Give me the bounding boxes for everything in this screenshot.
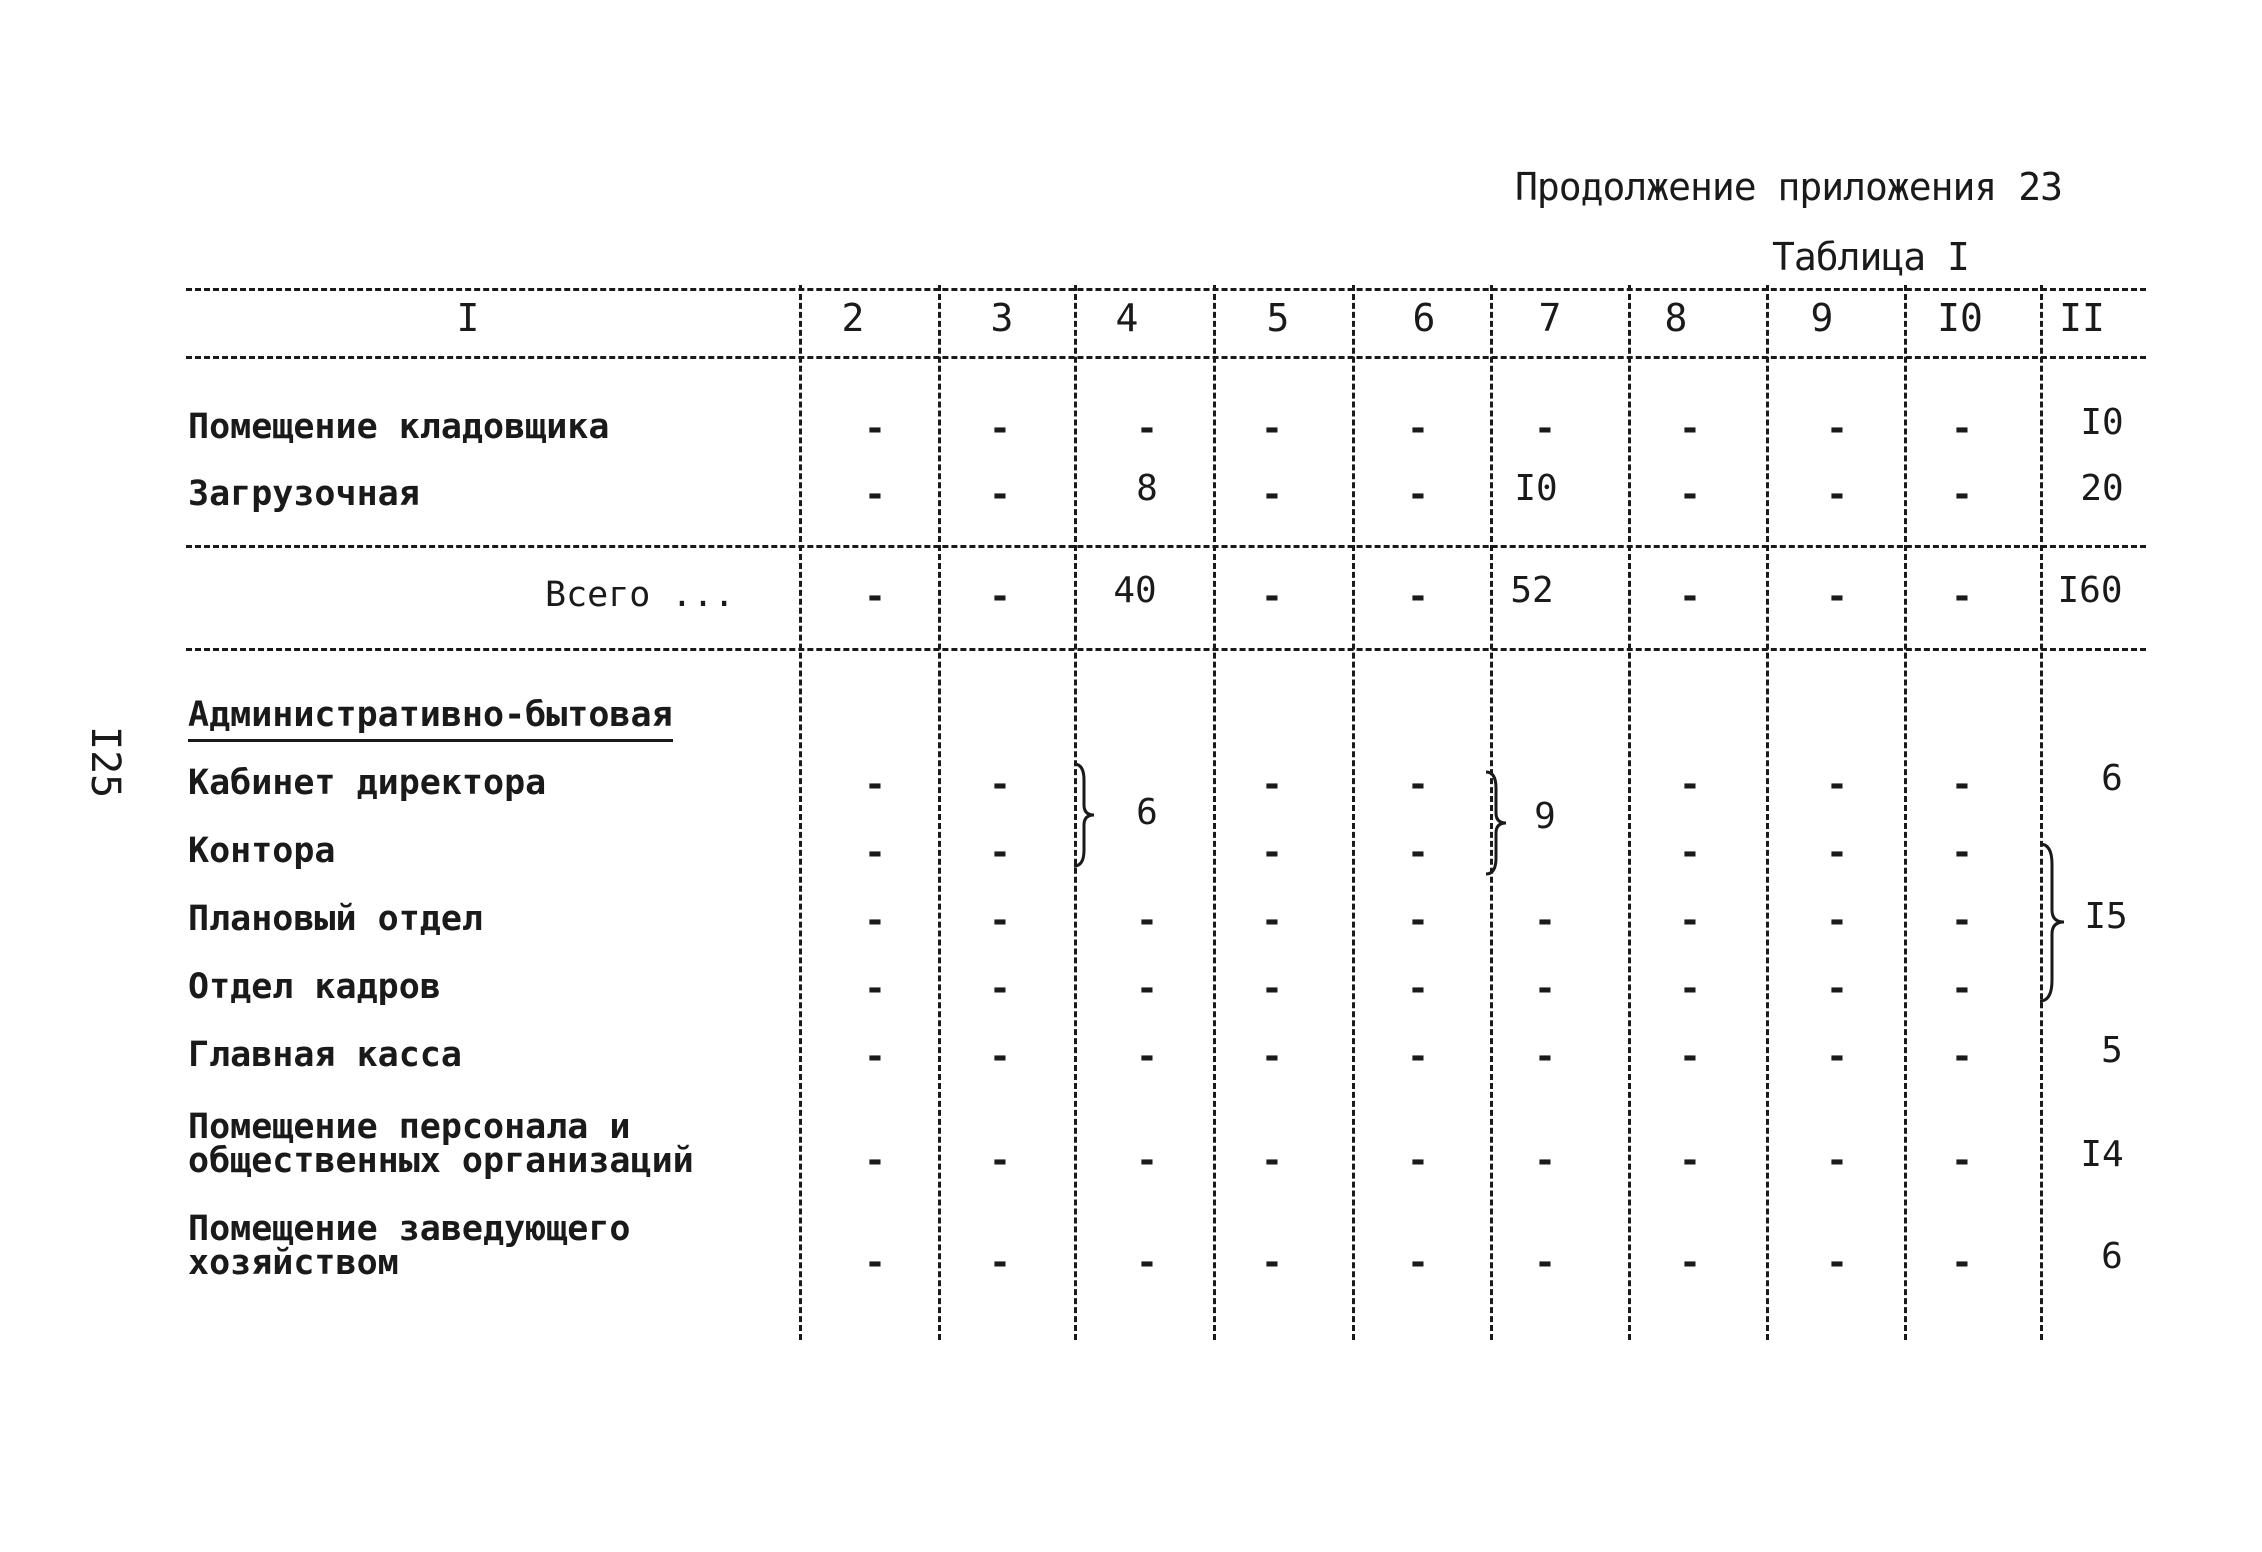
table-cell: - — [1136, 1140, 1158, 1181]
section-heading: Административно-бытовая — [188, 698, 673, 732]
table-cell: - — [1534, 408, 1556, 449]
table-cell: - — [1261, 1036, 1283, 1077]
table-cell: - — [1407, 474, 1429, 515]
table-cell: - — [1951, 764, 1973, 805]
right-brace-icon — [1070, 760, 1100, 870]
column-header: 5 — [1266, 296, 1290, 340]
total-label: Всего ... — [545, 575, 735, 615]
table-cell: - — [864, 832, 886, 873]
total-cell: - — [1951, 576, 1973, 617]
table-cell: - — [1261, 900, 1283, 941]
table-cell: - — [1407, 968, 1429, 1009]
table-cell: - — [1534, 1140, 1556, 1181]
table-cell: - — [1826, 1140, 1848, 1181]
merged-cell-col4: 6 — [1136, 792, 1158, 833]
table-cell: - — [1679, 1140, 1701, 1181]
table-cell: - — [1679, 764, 1701, 805]
table-cell: - — [1826, 900, 1848, 941]
total-cell: I60 — [2057, 570, 2123, 611]
table-cell: - — [1679, 408, 1701, 449]
col-separator — [799, 285, 802, 1340]
table-cell: - — [1261, 1242, 1283, 1283]
row-label: Кабинет директора — [188, 763, 547, 803]
table-label: Таблица I — [1772, 235, 1969, 279]
col-separator — [1904, 285, 1907, 1340]
column-header: II — [2059, 296, 2105, 340]
total-cell: 40 — [1113, 570, 1157, 611]
table-cell: - — [989, 1242, 1011, 1283]
table-cell: - — [1534, 900, 1556, 941]
table-cell: - — [1951, 474, 1973, 515]
total-cell: - — [989, 576, 1011, 617]
table-cell: - — [989, 968, 1011, 1009]
row-label: Плановый отдел — [188, 899, 484, 939]
table-cell: - — [1407, 1140, 1429, 1181]
table-cell: - — [864, 408, 886, 449]
table-cell: - — [1534, 968, 1556, 1009]
total-cell: - — [1261, 576, 1283, 617]
table-cell: - — [1407, 1242, 1429, 1283]
column-header: I — [456, 296, 480, 340]
total-cell: - — [1679, 576, 1701, 617]
col-separator — [938, 285, 941, 1340]
col-separator — [2040, 285, 2043, 1340]
column-header: 7 — [1538, 296, 1562, 340]
table-cell: 6 — [2101, 758, 2123, 799]
row-label: Помещение персонала и общественных организаций — [188, 1107, 694, 1181]
table-cell: - — [1407, 900, 1429, 941]
table-cell: - — [1679, 832, 1701, 873]
table-cell: - — [1261, 968, 1283, 1009]
table-cell: - — [1951, 968, 1973, 1009]
column-header: I0 — [1937, 296, 1983, 340]
table-cell: - — [1951, 408, 1973, 449]
merged-cell-col11: I5 — [2084, 896, 2128, 937]
table-cell: - — [1407, 1036, 1429, 1077]
total-cell: - — [1826, 576, 1848, 617]
column-header: 6 — [1412, 296, 1436, 340]
table-cell: - — [989, 1036, 1011, 1077]
total-cell: - — [864, 576, 886, 617]
column-header: 2 — [841, 296, 865, 340]
table-cell: - — [989, 1140, 1011, 1181]
table-cell: - — [989, 900, 1011, 941]
table-cell: - — [1826, 408, 1848, 449]
table-cell: - — [864, 968, 886, 1009]
row-label: Контора — [188, 831, 336, 871]
table-cell: - — [1951, 900, 1973, 941]
table-cell: - — [1826, 832, 1848, 873]
col-separator — [1213, 285, 1216, 1340]
col-separator — [1628, 285, 1631, 1340]
table-cell: - — [1136, 1036, 1158, 1077]
table-cell: - — [1679, 1036, 1701, 1077]
table-cell: - — [1407, 832, 1429, 873]
table-cell: I0 — [2080, 402, 2124, 443]
table-cell: - — [1679, 1242, 1701, 1283]
row-label: Главная касса — [188, 1035, 462, 1075]
row-label: Загрузочная — [188, 474, 420, 514]
table-cell: - — [1826, 1036, 1848, 1077]
table-cell: - — [864, 764, 886, 805]
table-cell: - — [1826, 968, 1848, 1009]
table-top-rule — [186, 288, 2146, 291]
table-cell: - — [1826, 764, 1848, 805]
table-cell: - — [1826, 1242, 1848, 1283]
total-bottom-rule — [186, 648, 2146, 651]
table-cell: - — [1261, 1140, 1283, 1181]
header-bottom-rule — [186, 356, 2146, 359]
column-header: 4 — [1115, 296, 1139, 340]
table-cell: - — [1407, 764, 1429, 805]
table-cell: - — [1136, 408, 1158, 449]
total-cell: - — [1407, 576, 1429, 617]
table-cell: - — [989, 832, 1011, 873]
table-cell: - — [1679, 900, 1701, 941]
table-cell: - — [1261, 408, 1283, 449]
table-cell: - — [864, 474, 886, 515]
table-cell: 8 — [1136, 468, 1158, 509]
table-cell: I0 — [1514, 468, 1558, 509]
table-cell: - — [1951, 1242, 1973, 1283]
table-cell: - — [1407, 408, 1429, 449]
merged-cell-col7: 9 — [1534, 796, 1556, 837]
table-cell: - — [1136, 968, 1158, 1009]
column-header: 3 — [990, 296, 1014, 340]
row-label: Помещение заведующего хозяйством — [188, 1209, 631, 1283]
table-cell: - — [1951, 832, 1973, 873]
table-cell: - — [864, 1140, 886, 1181]
right-brace-icon — [2036, 840, 2070, 1005]
column-header: 8 — [1664, 296, 1688, 340]
row-label: Помещение кладовщика — [188, 407, 610, 447]
col-separator — [1352, 285, 1355, 1340]
table-cell: 20 — [2080, 468, 2124, 509]
table-cell: - — [1534, 1036, 1556, 1077]
table-cell: - — [1136, 900, 1158, 941]
table-cell: - — [1136, 1242, 1158, 1283]
table-cell: 5 — [2101, 1030, 2123, 1071]
table-cell: - — [1951, 1140, 1973, 1181]
table-cell: - — [1261, 832, 1283, 873]
continuation-title: Продолжение приложения 23 — [1515, 165, 2062, 209]
col-separator — [1766, 285, 1769, 1340]
table-cell: 6 — [2101, 1236, 2123, 1277]
table-cell: - — [1679, 474, 1701, 515]
total-cell: 52 — [1510, 570, 1554, 611]
table-cell: - — [989, 764, 1011, 805]
table-cell: - — [864, 1242, 886, 1283]
total-top-rule — [186, 545, 2146, 548]
table-cell: I4 — [2080, 1134, 2124, 1175]
table-cell: - — [864, 1036, 886, 1077]
table-cell: - — [1261, 474, 1283, 515]
table-cell: - — [1261, 764, 1283, 805]
column-header: 9 — [1810, 296, 1834, 340]
table-cell: - — [989, 408, 1011, 449]
table-cell: - — [864, 900, 886, 941]
table-cell: - — [1826, 474, 1848, 515]
table-cell: - — [1534, 1242, 1556, 1283]
page-number: I25 — [82, 726, 128, 799]
table-cell: - — [1679, 968, 1701, 1009]
row-label: Отдел кадров — [188, 967, 441, 1007]
table-cell: - — [989, 474, 1011, 515]
table-cell: - — [1951, 1036, 1973, 1077]
